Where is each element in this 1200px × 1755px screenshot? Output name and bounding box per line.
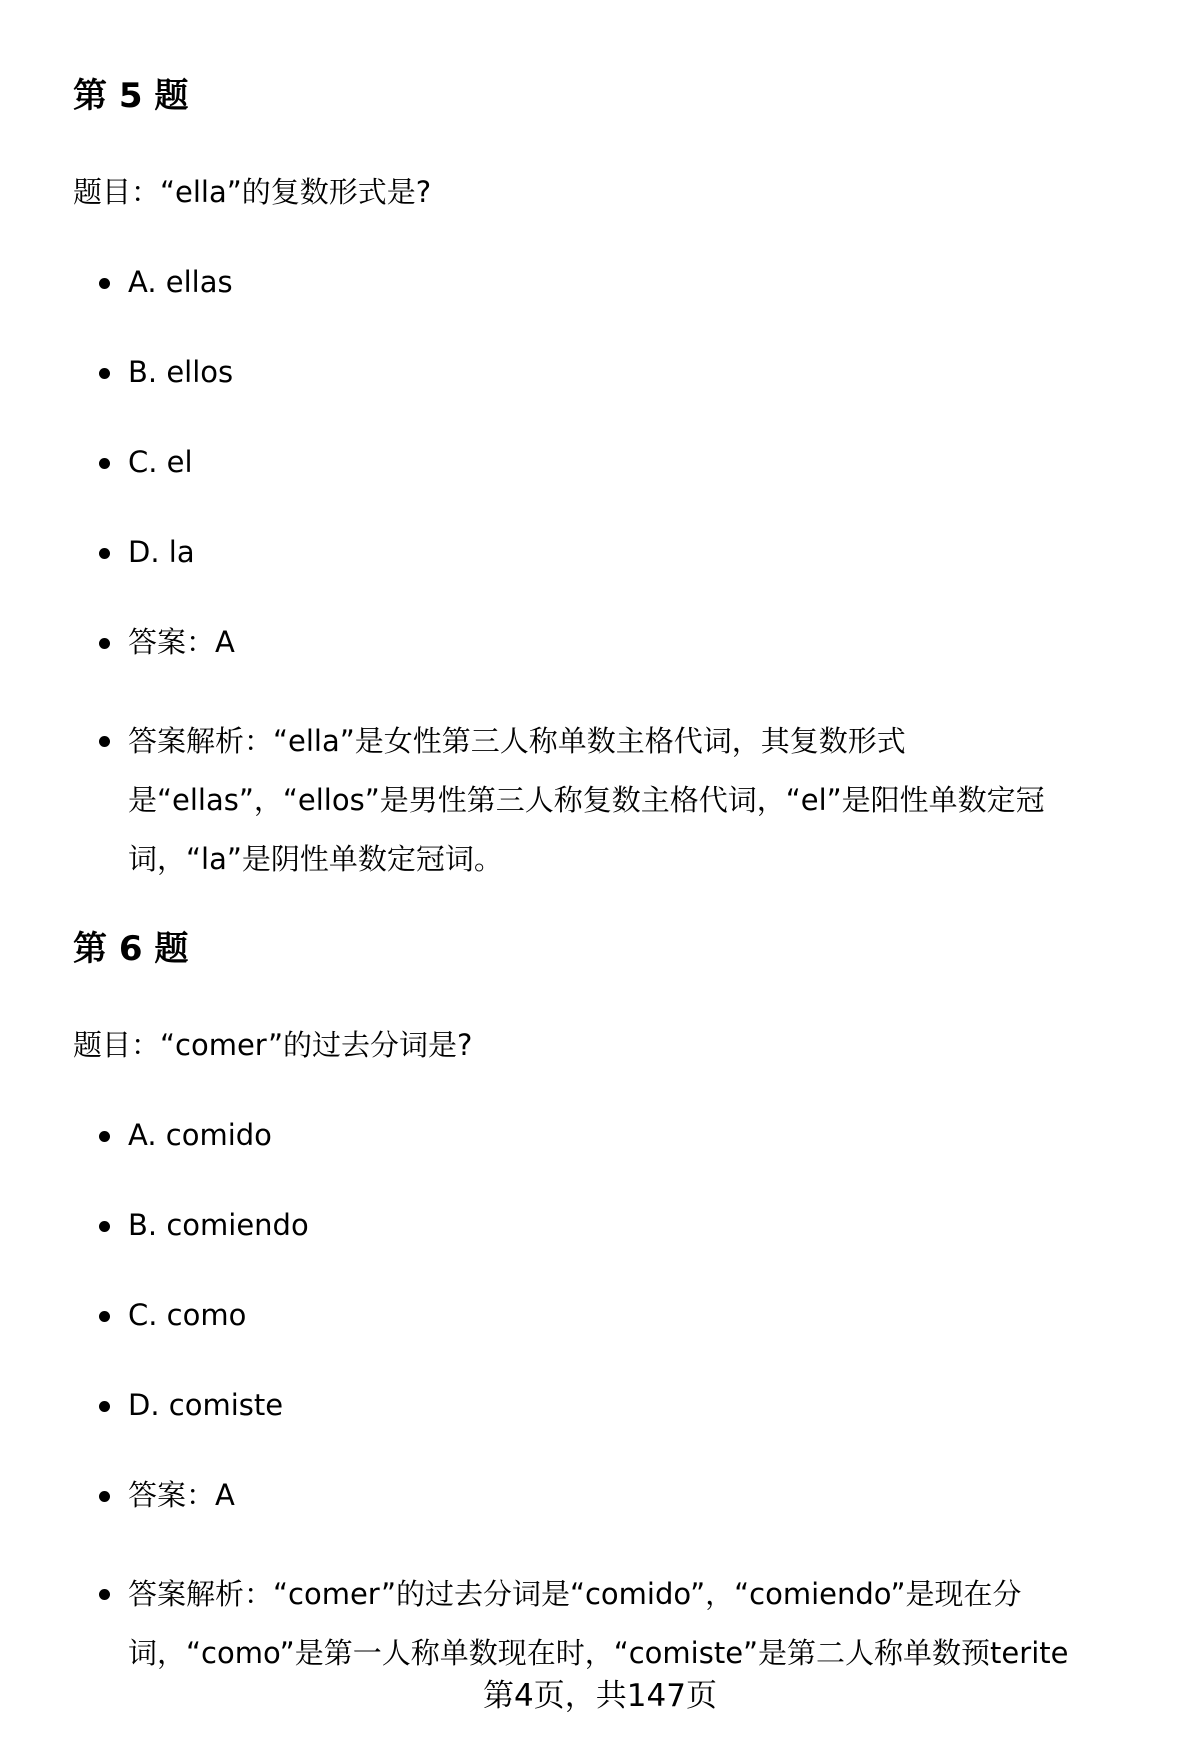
option-a: A. comido (73, 1115, 1153, 1155)
answer-analysis: 答案解析：“ella”是女性第三人称单数主格代词，其复数形式是“ellas”，“ellos”是男性第三人称复数主格代词，“el”是阳性单数定冠词，“la”是阴性单数定冠词。 (73, 712, 1153, 889)
question-5 (73, 76, 1153, 876)
question-stem: 题目：“comer”的过去分词是? (73, 1028, 473, 1062)
option-b: B. comiendo (73, 1205, 1153, 1245)
page-number: 第4页，共147页 (483, 1678, 717, 1714)
question-stem: 题目：“ella”的复数形式是? (73, 175, 432, 209)
option-d: D. comiste (73, 1385, 1153, 1425)
answer-line: 答案：A (73, 1475, 1153, 1515)
question-6 (73, 929, 1153, 1670)
option-c: C. como (73, 1295, 1153, 1335)
option-list (73, 262, 1153, 889)
option-c: C. el (73, 442, 1153, 482)
answer-analysis: 答案解析：“comer”的过去分词是“comido”，“comiendo”是现在分词，“como”是第一人称单数现在时，“comiste”是第二人称单数预terite (73, 1565, 1153, 1683)
option-list (73, 1115, 1153, 1683)
question-heading: 第 6 题 (73, 929, 189, 969)
question-heading: 第 5 题 (73, 76, 189, 116)
option-d: D. la (73, 532, 1153, 572)
option-b: B. ellos (73, 352, 1153, 392)
option-a: A. ellas (73, 262, 1153, 302)
answer-line: 答案：A (73, 622, 1153, 662)
